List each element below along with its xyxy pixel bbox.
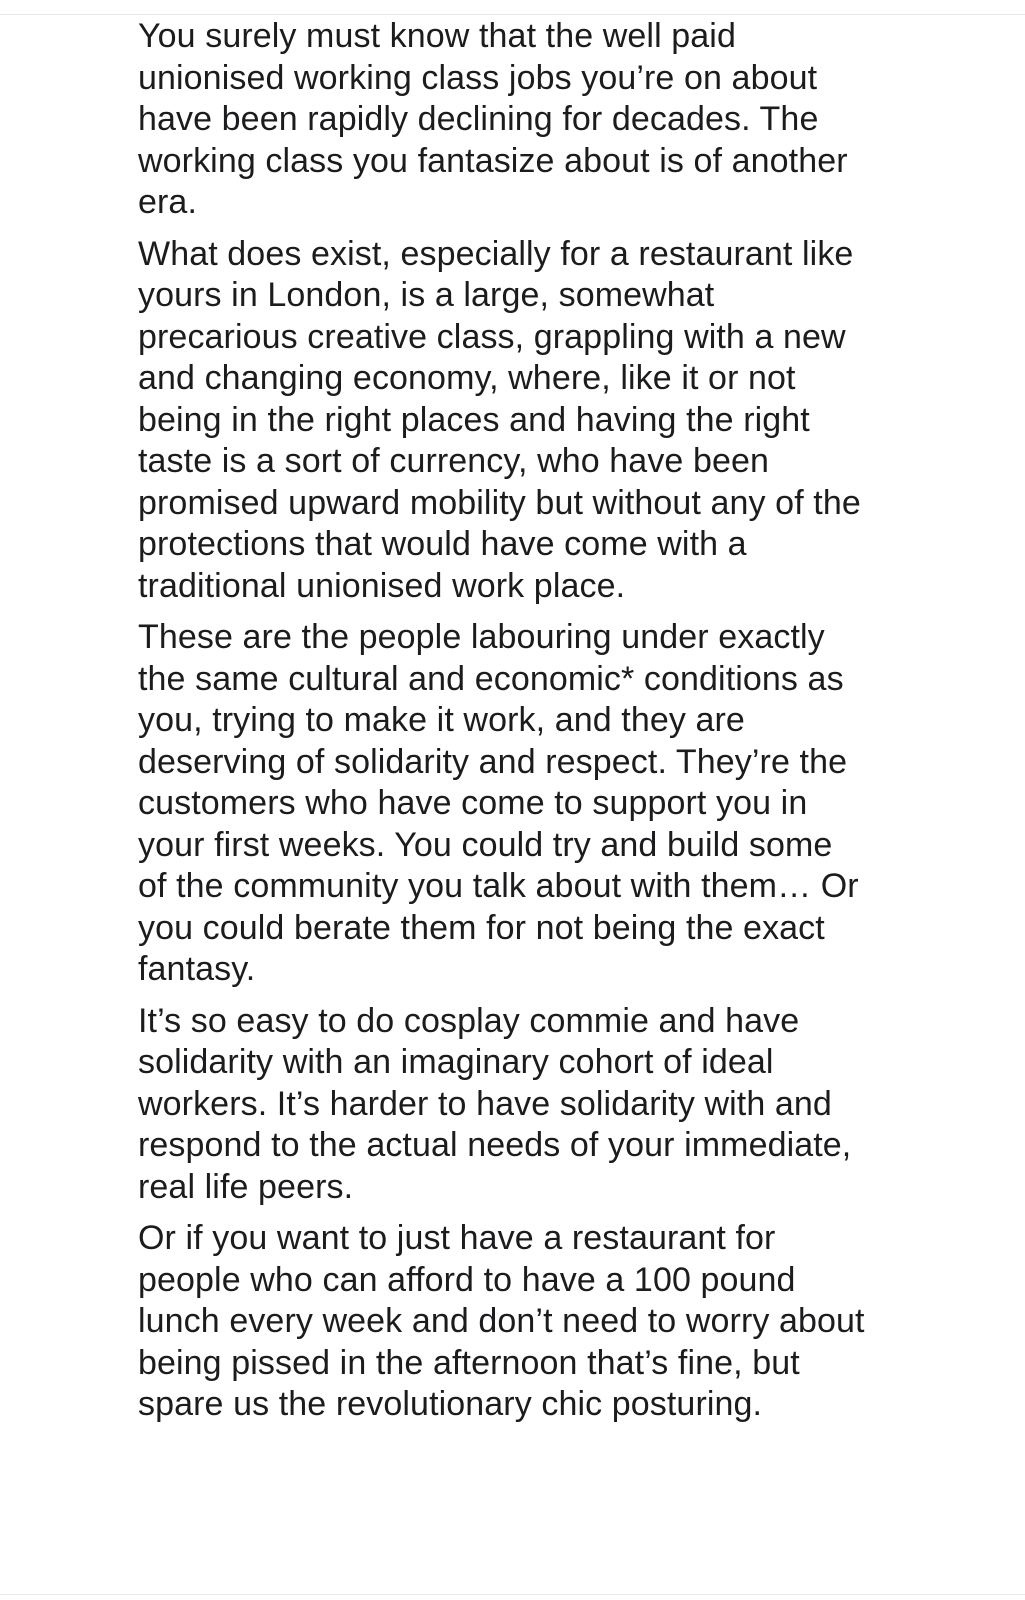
post-paragraph-5: Or if you want to just have a restaurant for people who can afford to have a 100 pound lunch every week and don’t need to worry about being pissed in the afternoon that’s fine, but spare us the revolutionary chic posturing.	[138, 1219, 865, 1423]
post-paragraph-3: These are the people labouring under exactly the same cultural and economic* conditions as you, trying to make it work, and they are deserving of solidarity and respect. They’re the customers who have come to support you in your first weeks. You could try and build some of the community you talk about with them… Or you could berate them for not being the exact fantasy.	[138, 618, 859, 988]
post-paragraph-4: It’s so easy to do cosplay commie and have solidarity with an imaginary cohort of ideal workers. It’s harder to have solidarity with and respond to the actual needs of your immediate, real life peers.	[138, 1001, 852, 1206]
post-paragraph-1: You surely must know that the well paid unionised working class jobs you’re on about have been rapidly declining for decades. The working class you fantasize about is of another era.	[138, 17, 848, 221]
bottom-divider	[0, 1594, 1025, 1595]
top-divider	[0, 14, 1025, 15]
post-paragraph-2: What does exist, especially for a restaurant like yours in London, is a large, somewhat precarious creative class, grappling with a new and changing economy, where, like it or not being in the right places and having the right taste is a sort of currency, who have been promised upward mobility but without any of the protections that would have come with a traditional unionised work place.	[138, 234, 861, 605]
post-body	[138, 16, 868, 1426]
